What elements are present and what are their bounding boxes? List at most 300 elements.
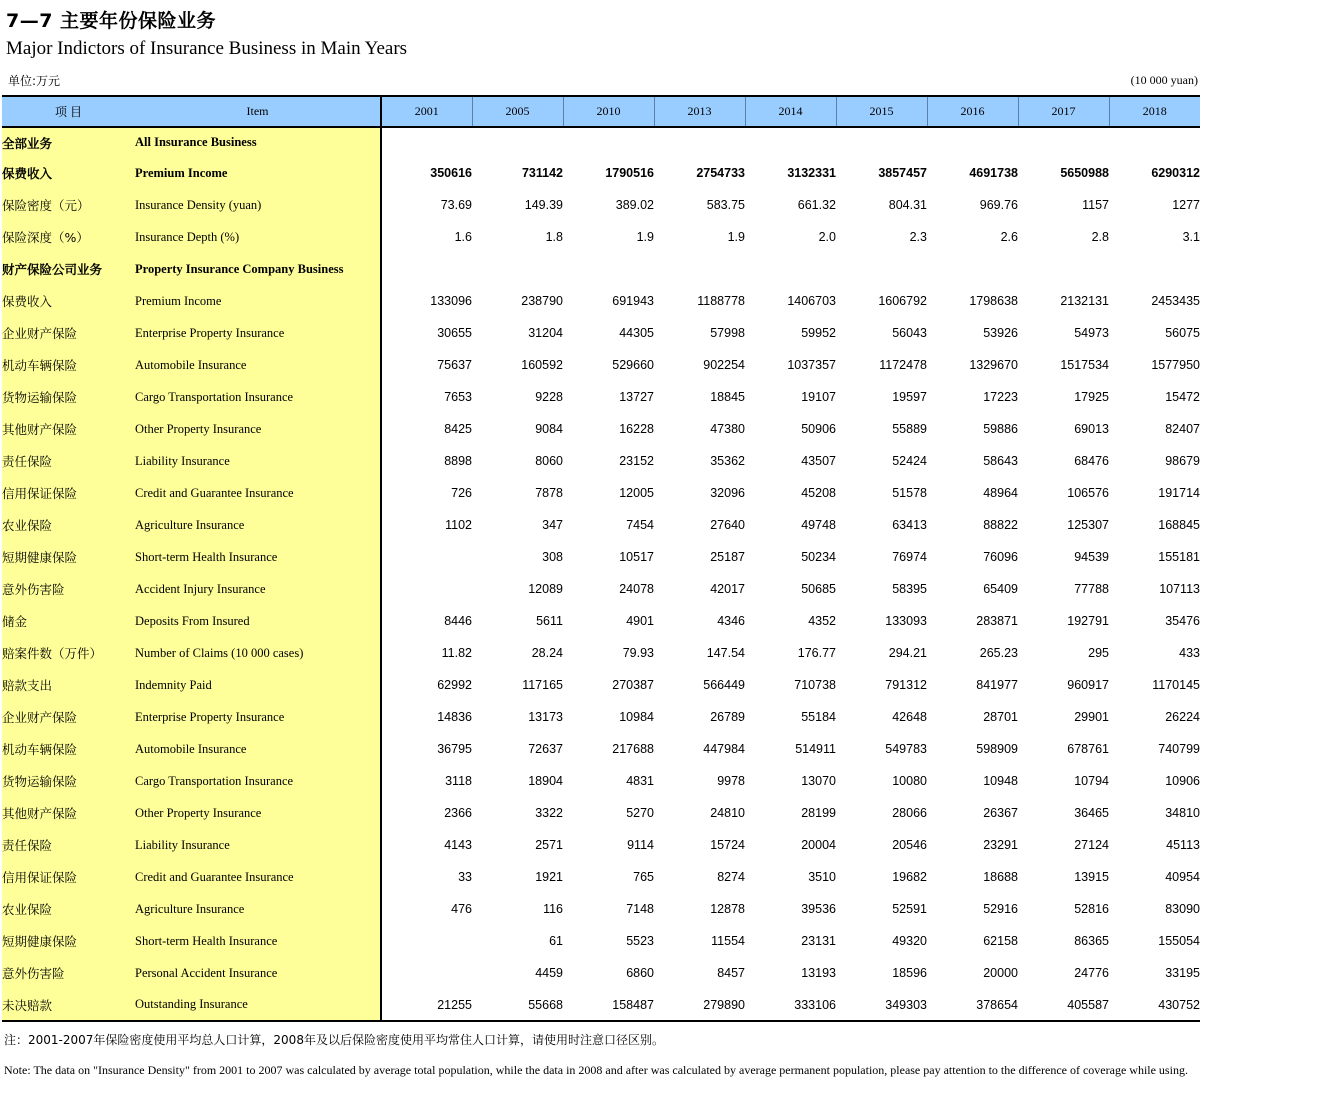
row-label-cn: 企业财产保险 xyxy=(2,701,135,733)
value-cell: 8446 xyxy=(444,614,472,628)
value-cell: 279890 xyxy=(654,989,745,1021)
row-label-en: Automobile Insurance xyxy=(135,733,381,765)
value-cell: 192791 xyxy=(1067,614,1109,628)
row-label-cn: 保险深度（%） xyxy=(2,221,135,253)
row-label-cn: 赔案件数（万件） xyxy=(2,637,135,669)
unit-label-cn: 单位:万元 xyxy=(8,74,61,88)
row-label-en: Other Property Insurance xyxy=(135,413,381,445)
value-cell: 42648 xyxy=(892,710,927,724)
value-cell: 83090 xyxy=(1165,902,1200,916)
value-cell: 51578 xyxy=(892,486,927,500)
header-year: 2005 xyxy=(472,96,563,127)
row-label-en: Deposits From Insured xyxy=(135,605,381,637)
value-cell: 405587 xyxy=(1018,989,1109,1021)
value-cell: 1170145 xyxy=(1152,678,1200,692)
row-label-en: Other Property Insurance xyxy=(135,797,381,829)
value-cell: 17925 xyxy=(1074,390,1109,404)
value-cell: 77788 xyxy=(1074,582,1109,596)
value-cell: 75637 xyxy=(437,358,472,372)
value-cell: 16228 xyxy=(619,422,654,436)
row-label-en: Number of Claims (10 000 cases) xyxy=(135,637,381,669)
value-cell: 133096 xyxy=(430,294,472,308)
value-cell: 4901 xyxy=(626,614,654,628)
value-cell: 26789 xyxy=(710,710,745,724)
value-cell: 1102 xyxy=(445,518,472,532)
value-cell: 804.31 xyxy=(888,198,927,212)
row-label-en: Accident Injury Insurance xyxy=(135,573,381,605)
row-label-cn: 货物运输保险 xyxy=(2,381,135,413)
value-cell: 52424 xyxy=(892,454,927,468)
value-cell xyxy=(381,253,472,285)
table-row xyxy=(2,349,1200,381)
value-cell: 57998 xyxy=(710,326,745,340)
value-cell: 8425 xyxy=(444,422,472,436)
value-cell: 7653 xyxy=(444,390,472,404)
value-cell: 349303 xyxy=(836,989,927,1021)
row-label-en: Agriculture Insurance xyxy=(135,893,381,925)
value-cell: 31204 xyxy=(528,326,563,340)
value-cell: 598909 xyxy=(976,742,1018,756)
value-cell: 49748 xyxy=(801,518,836,532)
value-cell: 62158 xyxy=(983,934,1018,948)
table-row xyxy=(2,127,1200,157)
row-label-en: Indemnity Paid xyxy=(135,669,381,701)
value-cell: 15724 xyxy=(710,838,745,852)
value-cell xyxy=(381,957,472,989)
row-label-en: Insurance Density (yuan) xyxy=(135,189,381,221)
table-row xyxy=(2,221,1200,253)
value-cell: 9084 xyxy=(535,422,563,436)
row-label-en: Agriculture Insurance xyxy=(135,509,381,541)
page-title-en: Major Indictors of Insurance Business in Main Years xyxy=(6,38,408,59)
value-cell xyxy=(563,127,654,157)
footnote-en: Note: The data on "Insurance Density" from 2001 to 2007 was calculated by average total population, while the data in 2008 and after was calculated by average permanent population, please pay attention to the difference of coverage while using. xyxy=(4,1063,1188,1077)
table-row xyxy=(2,605,1200,637)
value-cell: 2453435 xyxy=(1151,294,1200,308)
value-cell: 2.3 xyxy=(909,230,927,244)
table-row xyxy=(2,189,1200,221)
value-cell: 6290312 xyxy=(1151,166,1200,180)
value-cell: 10794 xyxy=(1074,774,1109,788)
table-row xyxy=(2,477,1200,509)
value-cell: 49320 xyxy=(892,934,927,948)
value-cell: 12005 xyxy=(619,486,654,500)
value-cell: 27640 xyxy=(710,518,745,532)
value-cell: 8898 xyxy=(444,454,472,468)
value-cell xyxy=(1109,253,1200,285)
value-cell: 566449 xyxy=(703,678,745,692)
row-label-cn: 储金 xyxy=(2,605,135,637)
value-cell: 98679 xyxy=(1165,454,1200,468)
value-cell: 76974 xyxy=(892,550,927,564)
value-cell: 32096 xyxy=(710,486,745,500)
value-cell: 10984 xyxy=(619,710,654,724)
table-row xyxy=(2,861,1200,893)
value-cell: 62992 xyxy=(437,678,472,692)
header-year: 2016 xyxy=(927,96,1018,127)
value-cell: 72637 xyxy=(528,742,563,756)
value-cell: 661.32 xyxy=(797,198,836,212)
row-label-cn: 责任保险 xyxy=(2,445,135,477)
value-cell: 117165 xyxy=(522,678,563,692)
value-cell: 52816 xyxy=(1074,902,1109,916)
table-row xyxy=(2,413,1200,445)
value-cell: 1188778 xyxy=(697,294,745,308)
row-label-en: Outstanding Insurance xyxy=(135,989,381,1021)
value-cell: 18845 xyxy=(710,390,745,404)
value-cell: 283871 xyxy=(976,614,1018,628)
value-cell xyxy=(381,127,472,157)
value-cell: 1798638 xyxy=(969,294,1018,308)
value-cell: 33195 xyxy=(1165,966,1200,980)
value-cell: 2.0 xyxy=(818,230,836,244)
value-cell: 4831 xyxy=(626,774,654,788)
value-cell xyxy=(927,127,1018,157)
row-label-cn: 意外伤害险 xyxy=(2,573,135,605)
value-cell xyxy=(745,253,836,285)
value-cell: 39536 xyxy=(801,902,836,916)
header-year: 2010 xyxy=(563,96,654,127)
value-cell: 3322 xyxy=(535,806,563,820)
value-cell: 726 xyxy=(451,486,472,500)
value-cell: 902254 xyxy=(703,358,745,372)
value-cell xyxy=(927,253,1018,285)
value-cell: 56075 xyxy=(1165,326,1200,340)
value-cell: 791312 xyxy=(885,678,927,692)
value-cell: 7148 xyxy=(626,902,654,916)
value-cell: 1406703 xyxy=(787,294,836,308)
value-cell: 433 xyxy=(1179,646,1200,660)
value-cell: 12089 xyxy=(528,582,563,596)
value-cell: 44305 xyxy=(619,326,654,340)
value-cell: 23131 xyxy=(801,934,836,948)
value-cell: 68476 xyxy=(1074,454,1109,468)
value-cell: 1172478 xyxy=(879,358,927,372)
value-cell: 9114 xyxy=(627,838,654,852)
value-cell: 350616 xyxy=(430,166,472,180)
value-cell: 1157 xyxy=(1082,198,1109,212)
value-cell: 969.76 xyxy=(979,198,1018,212)
value-cell: 740799 xyxy=(1158,742,1200,756)
table-row xyxy=(2,765,1200,797)
row-label-cn: 赔款支出 xyxy=(2,669,135,701)
value-cell: 1606792 xyxy=(878,294,927,308)
value-cell: 94539 xyxy=(1074,550,1109,564)
value-cell: 12878 xyxy=(710,902,745,916)
table-row xyxy=(2,541,1200,573)
value-cell: 65409 xyxy=(983,582,1018,596)
value-cell: 147.54 xyxy=(706,646,745,660)
row-label-en: Enterprise Property Insurance xyxy=(135,701,381,733)
value-cell: 8457 xyxy=(717,966,745,980)
row-label-en: Liability Insurance xyxy=(135,829,381,861)
value-cell: 133093 xyxy=(885,614,927,628)
value-cell: 34810 xyxy=(1165,806,1200,820)
value-cell: 30655 xyxy=(437,326,472,340)
row-label-cn: 财产保险公司业务 xyxy=(2,253,135,285)
value-cell: 3.1 xyxy=(1182,230,1200,244)
table-row xyxy=(2,637,1200,669)
value-cell: 10080 xyxy=(892,774,927,788)
value-cell: 1.9 xyxy=(727,230,745,244)
value-cell xyxy=(381,573,472,605)
value-cell: 158487 xyxy=(563,989,654,1021)
value-cell: 73.69 xyxy=(440,198,472,212)
value-cell: 24810 xyxy=(710,806,745,820)
value-cell: 36465 xyxy=(1074,806,1109,820)
table-row xyxy=(2,989,1200,1021)
value-cell: 1277 xyxy=(1172,198,1200,212)
value-cell: 4691738 xyxy=(969,166,1018,180)
table-row xyxy=(2,445,1200,477)
value-cell: 238790 xyxy=(521,294,563,308)
value-cell: 476 xyxy=(451,902,472,916)
header-year: 2018 xyxy=(1109,96,1200,127)
value-cell: 125307 xyxy=(1067,518,1109,532)
value-cell: 1.9 xyxy=(636,230,654,244)
value-cell: 59886 xyxy=(983,422,1018,436)
value-cell: 4352 xyxy=(808,614,836,628)
row-label-en: Cargo Transportation Insurance xyxy=(135,381,381,413)
header-year: 2001 xyxy=(381,96,472,127)
row-label-cn: 机动车辆保险 xyxy=(2,733,135,765)
value-cell: 678761 xyxy=(1067,742,1109,756)
value-cell: 29901 xyxy=(1074,710,1109,724)
value-cell xyxy=(654,127,745,157)
footnote-cn: 注：2001-2007年保险密度使用平均总人口计算，2008年及以后保险密度使用平均常住人口计算，请使用时注意口径区别。 xyxy=(4,1033,664,1047)
value-cell: 26367 xyxy=(983,806,1018,820)
table-row xyxy=(2,701,1200,733)
value-cell: 45113 xyxy=(1166,838,1200,852)
value-cell: 9978 xyxy=(717,774,745,788)
page-title-cn: 7—7 主要年份保险业务 xyxy=(6,10,217,32)
row-label-cn: 保险密度（元） xyxy=(2,189,135,221)
row-label-cn: 信用保证保险 xyxy=(2,861,135,893)
value-cell xyxy=(654,253,745,285)
table-row xyxy=(2,669,1200,701)
value-cell: 13727 xyxy=(619,390,654,404)
value-cell xyxy=(563,253,654,285)
value-cell: 52916 xyxy=(983,902,1018,916)
value-cell: 35362 xyxy=(710,454,745,468)
header-year: 2015 xyxy=(836,96,927,127)
value-cell xyxy=(836,127,927,157)
row-label-en: Insurance Depth (%) xyxy=(135,221,381,253)
value-cell: 55184 xyxy=(801,710,836,724)
value-cell: 1921 xyxy=(535,870,563,884)
table-header-row xyxy=(2,96,1200,127)
row-label-cn: 信用保证保险 xyxy=(2,477,135,509)
value-cell: 13915 xyxy=(1074,870,1109,884)
value-cell: 731142 xyxy=(521,166,563,180)
value-cell: 35476 xyxy=(1165,614,1200,628)
value-cell: 155054 xyxy=(1158,934,1200,948)
header-item-cn: 项 目 xyxy=(2,96,135,127)
row-label-cn: 意外伤害险 xyxy=(2,957,135,989)
value-cell xyxy=(472,127,563,157)
value-cell: 1329670 xyxy=(969,358,1018,372)
table-row xyxy=(2,317,1200,349)
row-label-cn: 未决赔款 xyxy=(2,989,135,1021)
value-cell: 28066 xyxy=(892,806,927,820)
value-cell: 960917 xyxy=(1067,678,1109,692)
table-body xyxy=(2,127,1200,1021)
table-row xyxy=(2,509,1200,541)
value-cell: 36795 xyxy=(437,742,472,756)
value-cell: 55889 xyxy=(892,422,927,436)
value-cell: 69013 xyxy=(1074,422,1109,436)
table-row xyxy=(2,253,1200,285)
row-label-en: Liability Insurance xyxy=(135,445,381,477)
value-cell: 1.6 xyxy=(454,230,472,244)
value-cell: 58395 xyxy=(892,582,927,596)
value-cell: 447984 xyxy=(703,742,745,756)
value-cell: 59952 xyxy=(801,326,836,340)
value-cell: 3857457 xyxy=(878,166,927,180)
value-cell: 82407 xyxy=(1165,422,1200,436)
value-cell: 14836 xyxy=(437,710,472,724)
row-label-en: Premium Income xyxy=(135,285,381,317)
value-cell: 3118 xyxy=(445,774,472,788)
value-cell: 13173 xyxy=(528,710,563,724)
value-cell: 347 xyxy=(542,518,563,532)
value-cell: 2571 xyxy=(535,838,563,852)
value-cell: 217688 xyxy=(612,742,654,756)
value-cell: 28701 xyxy=(983,710,1018,724)
table-row xyxy=(2,285,1200,317)
value-cell: 3510 xyxy=(808,870,836,884)
value-cell: 106576 xyxy=(1067,486,1109,500)
table-row xyxy=(2,797,1200,829)
value-cell: 3132331 xyxy=(787,166,836,180)
value-cell: 168845 xyxy=(1158,518,1200,532)
value-cell: 765 xyxy=(633,870,654,884)
value-cell: 191714 xyxy=(1158,486,1200,500)
value-cell: 149.39 xyxy=(524,198,563,212)
insurance-data-table xyxy=(2,95,1200,1022)
value-cell: 19682 xyxy=(892,870,927,884)
value-cell: 79.93 xyxy=(622,646,654,660)
table-row xyxy=(2,829,1200,861)
value-cell: 176.77 xyxy=(797,646,836,660)
value-cell xyxy=(1018,127,1109,157)
value-cell: 11554 xyxy=(711,934,745,948)
value-cell: 1790516 xyxy=(605,166,654,180)
row-label-en: Premium Income xyxy=(135,157,381,189)
value-cell: 4143 xyxy=(444,838,472,852)
row-label-en: Cargo Transportation Insurance xyxy=(135,765,381,797)
row-label-cn: 保费收入 xyxy=(2,157,135,189)
value-cell: 86365 xyxy=(1074,934,1109,948)
header-year: 2017 xyxy=(1018,96,1109,127)
value-cell: 20000 xyxy=(983,966,1018,980)
value-cell: 53926 xyxy=(983,326,1018,340)
value-cell: 88822 xyxy=(983,518,1018,532)
value-cell: 6860 xyxy=(626,966,654,980)
row-label-en: Short-term Health Insurance xyxy=(135,541,381,573)
table-row xyxy=(2,957,1200,989)
value-cell: 2366 xyxy=(444,806,472,820)
value-cell xyxy=(1018,253,1109,285)
value-cell: 295 xyxy=(1088,646,1109,660)
row-label-en: Enterprise Property Insurance xyxy=(135,317,381,349)
value-cell: 155181 xyxy=(1158,550,1200,564)
value-cell: 24078 xyxy=(619,582,654,596)
row-label-cn: 企业财产保险 xyxy=(2,317,135,349)
value-cell: 270387 xyxy=(612,678,654,692)
value-cell: 1577950 xyxy=(1151,358,1200,372)
value-cell: 8274 xyxy=(717,870,745,884)
value-cell: 45208 xyxy=(801,486,836,500)
value-cell: 8060 xyxy=(535,454,563,468)
value-cell: 61 xyxy=(549,934,563,948)
table-row xyxy=(2,733,1200,765)
value-cell: 33 xyxy=(458,870,472,884)
value-cell: 1.8 xyxy=(545,230,563,244)
value-cell: 13070 xyxy=(801,774,836,788)
value-cell: 2754733 xyxy=(696,166,745,180)
value-cell: 19597 xyxy=(892,390,927,404)
value-cell: 47380 xyxy=(710,422,745,436)
value-cell: 265.23 xyxy=(979,646,1018,660)
value-cell: 2132131 xyxy=(1060,294,1109,308)
value-cell: 430752 xyxy=(1109,989,1200,1021)
value-cell: 18904 xyxy=(528,774,563,788)
value-cell: 294.21 xyxy=(888,646,927,660)
value-cell: 583.75 xyxy=(706,198,745,212)
value-cell: 55668 xyxy=(472,989,563,1021)
value-cell: 17223 xyxy=(983,390,1018,404)
value-cell: 23152 xyxy=(619,454,654,468)
row-label-cn: 全部业务 xyxy=(2,127,135,157)
value-cell: 5523 xyxy=(626,934,654,948)
value-cell: 841977 xyxy=(976,678,1018,692)
unit-label-en: (10 000 yuan) xyxy=(1130,73,1198,87)
value-cell: 10948 xyxy=(983,774,1018,788)
row-label-en: Automobile Insurance xyxy=(135,349,381,381)
row-label-en: Short-term Health Insurance xyxy=(135,925,381,957)
value-cell: 48964 xyxy=(983,486,1018,500)
row-label-cn: 货物运输保险 xyxy=(2,765,135,797)
value-cell: 50685 xyxy=(801,582,836,596)
value-cell: 58643 xyxy=(983,454,1018,468)
header-year: 2014 xyxy=(745,96,836,127)
value-cell: 529660 xyxy=(612,358,654,372)
value-cell: 7454 xyxy=(626,518,654,532)
value-cell: 7878 xyxy=(535,486,563,500)
row-label-en: Property Insurance Company Business xyxy=(135,253,381,285)
row-label-cn: 责任保险 xyxy=(2,829,135,861)
table-row xyxy=(2,157,1200,189)
value-cell: 42017 xyxy=(710,582,745,596)
value-cell xyxy=(472,253,563,285)
value-cell: 28.24 xyxy=(531,646,563,660)
value-cell xyxy=(745,127,836,157)
value-cell: 43507 xyxy=(801,454,836,468)
value-cell: 20546 xyxy=(892,838,927,852)
table-row xyxy=(2,925,1200,957)
value-cell: 28199 xyxy=(801,806,836,820)
value-cell: 514911 xyxy=(795,742,836,756)
row-label-cn: 其他财产保险 xyxy=(2,797,135,829)
row-label-cn: 机动车辆保险 xyxy=(2,349,135,381)
value-cell: 160592 xyxy=(521,358,563,372)
table-row xyxy=(2,893,1200,925)
table-row xyxy=(2,381,1200,413)
row-label-en: Credit and Guarantee Insurance xyxy=(135,477,381,509)
value-cell: 691943 xyxy=(612,294,654,308)
value-cell: 10906 xyxy=(1165,774,1200,788)
